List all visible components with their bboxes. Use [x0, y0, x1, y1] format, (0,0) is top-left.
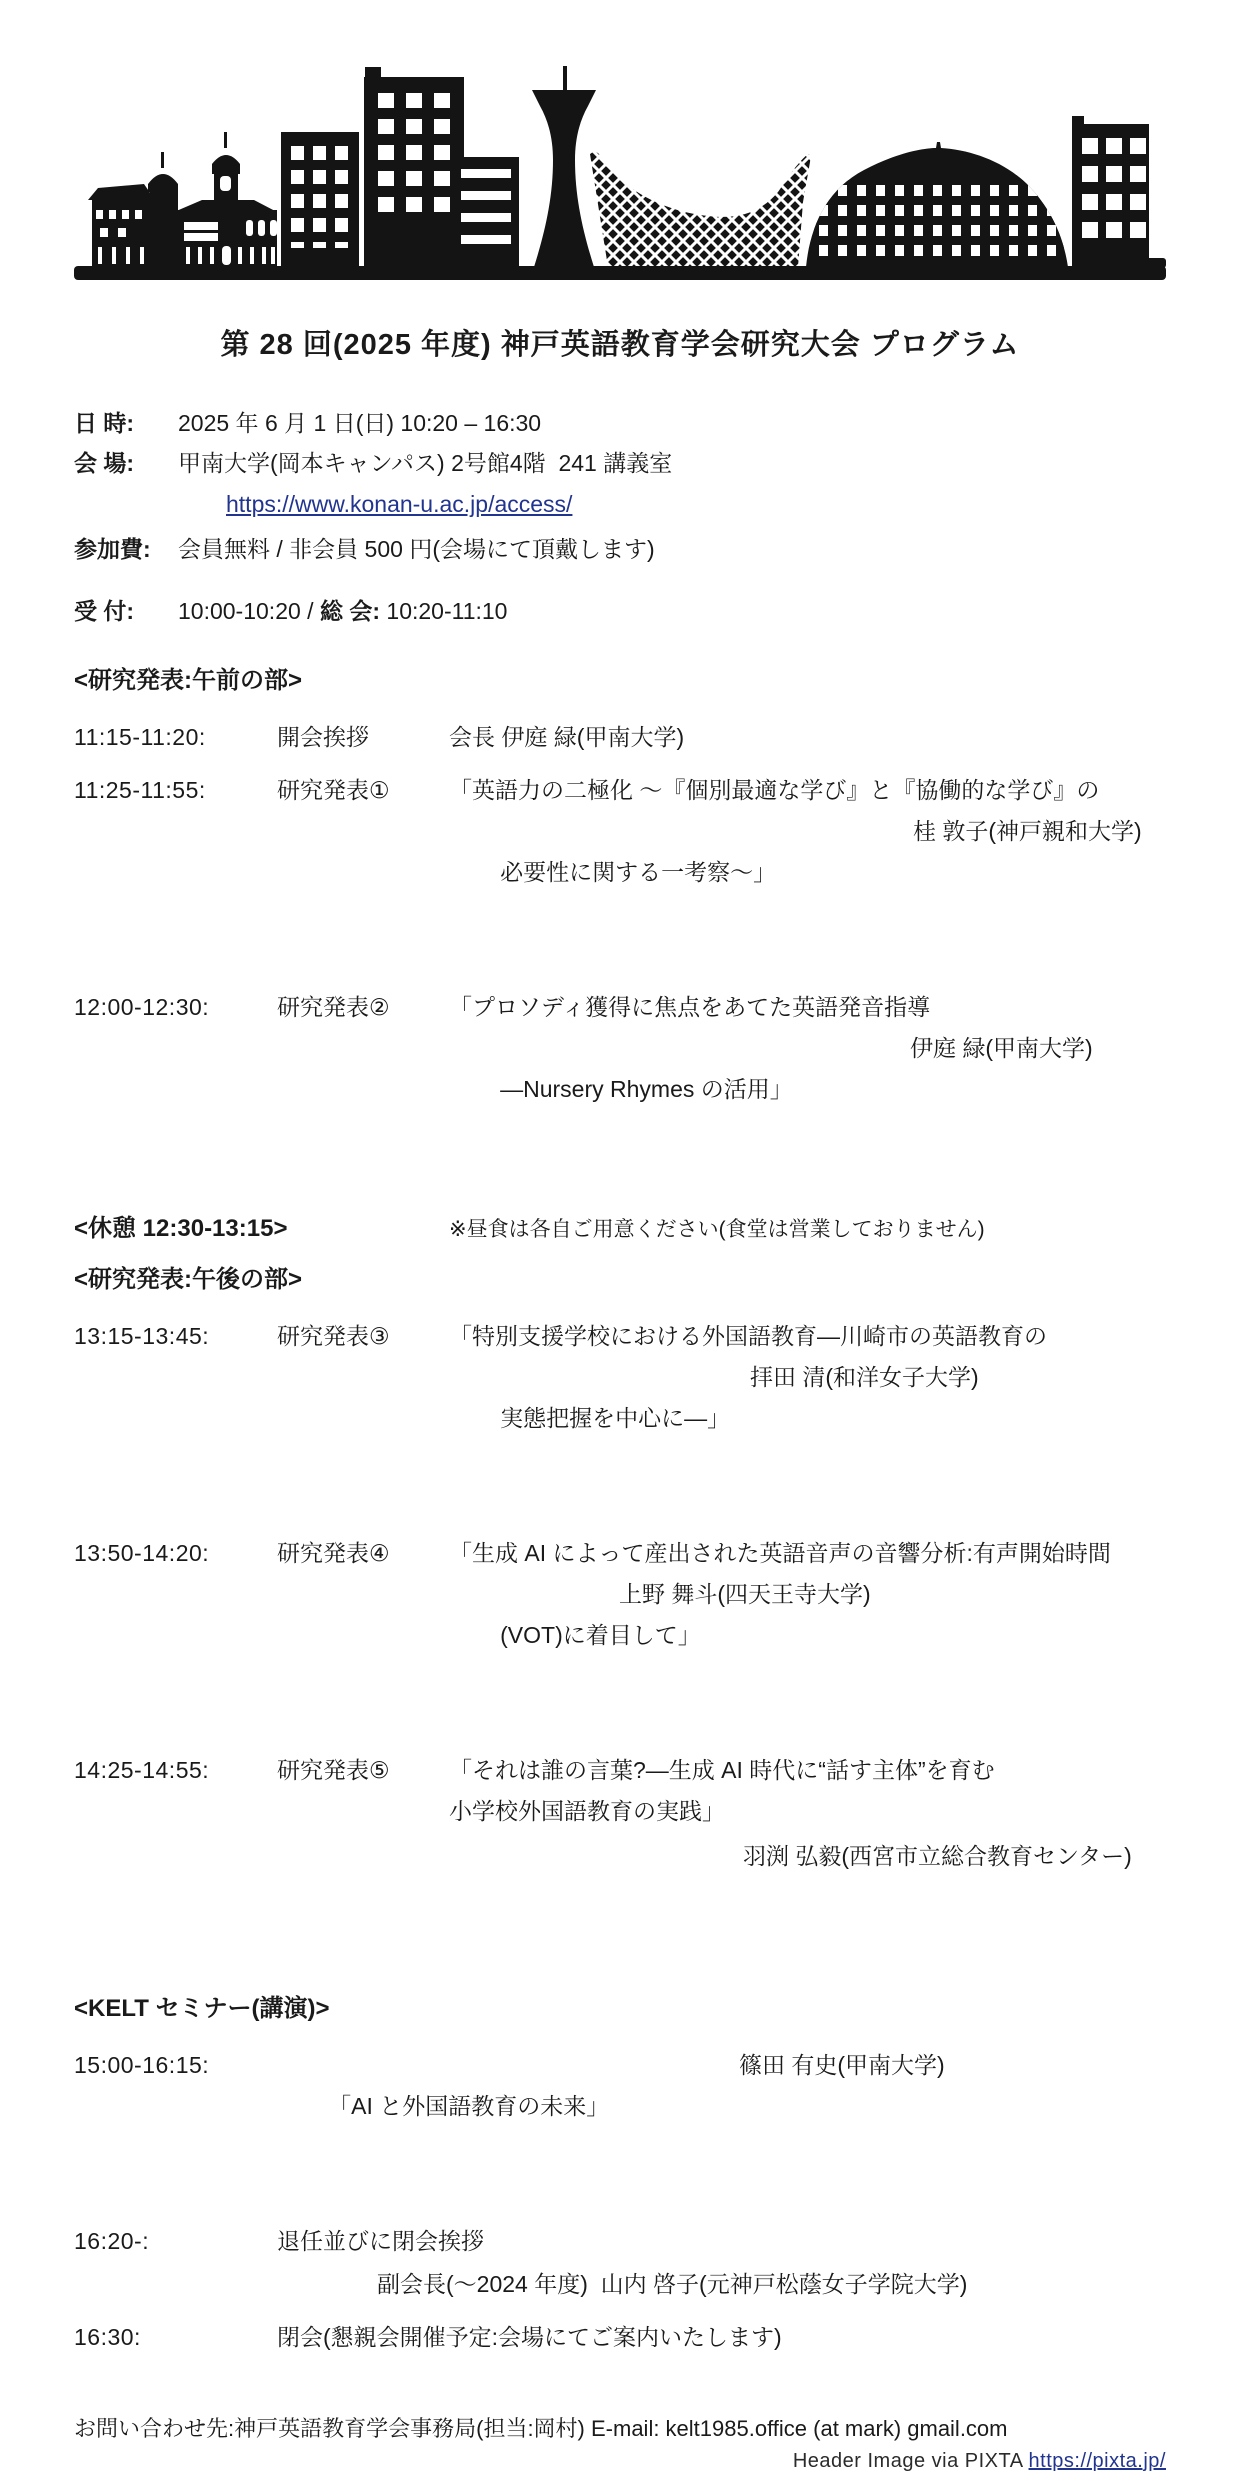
dome-building-silhouette [806, 142, 1068, 267]
ground-bar [74, 266, 1166, 280]
break-row [74, 1208, 1166, 1250]
date-line [74, 403, 1166, 443]
right-building-silhouette [1072, 116, 1166, 270]
assembly-label: 総 会: [319, 598, 381, 624]
schedule-row-presentation-5 [74, 1750, 1166, 1959]
presentation-title-line1: 「英語力の二極化 ～『個別最適な学び』と『協働的な学び』の [449, 777, 1100, 803]
schedule-morning [74, 717, 1166, 1192]
presenter-name: 伊庭 緑(甲南大学) [910, 1035, 1093, 1061]
schedule-row-closing [74, 2317, 1166, 2358]
date-label: 日 時: [74, 410, 135, 436]
vice-president-line: 副会長(～2024 年度) 山内 啓子(元神戸松蔭女子学院大学) [377, 2271, 968, 2297]
historic-house-silhouette [88, 132, 277, 270]
afternoon-section-heading: <研究発表:午後の部> [74, 1266, 303, 1293]
schedule-row-presentation-3 [74, 1316, 1166, 1521]
kobe-skyline-illustration [74, 52, 1166, 284]
date-value: 2025 年 6 月 1 日(日) 10:20 – 16:30 [178, 410, 542, 436]
row-label: 開会挨拶 [277, 724, 369, 750]
venue-value: 甲南大学(岡本キャンパス) 2号館4階 241 講義室 [178, 450, 673, 476]
schedule-row-opening [74, 717, 1166, 758]
schedule-row-presentation-4 [74, 1533, 1166, 1738]
presentation-title-line2: ―Nursery Rhymes の活用」 [500, 1076, 793, 1102]
reception-line [74, 591, 1166, 631]
row-time: 16:30: [74, 2324, 141, 2350]
reception-label: 受 付: [74, 598, 135, 624]
row-time: 16:20-: [74, 2228, 150, 2254]
fee-value: 会員無料 / 非会員 500 円(会場にて頂戴します) [178, 536, 655, 562]
row-label: 研究発表④ [277, 1540, 390, 1566]
presentation-title-line1: 「それは誰の言葉?―生成 AI 時代に“話す主体”を育む [449, 1757, 995, 1783]
break-heading: <休憩 12:30-13:15> [74, 1215, 288, 1242]
closing-label: 閉会(懇親会開催予定:会場にてご案内いたします) [277, 2324, 782, 2350]
break-note: ※昼食は各自ご用意ください(食堂は営業しておりません) [449, 1218, 985, 1241]
row-time: 12:00-12:30: [74, 994, 210, 1020]
schedule-row-kelt-talk [74, 2045, 1166, 2209]
tall-building-silhouette [364, 67, 464, 270]
row-label: 研究発表③ [277, 1323, 390, 1349]
presenter-name: 羽渕 弘毅(西宮市立総合教育センター) [743, 1843, 1132, 1869]
assembly-time: 10:20-11:10 [386, 598, 508, 624]
row-time: 11:25-11:55: [74, 777, 206, 803]
row-time: 11:15-11:20: [74, 724, 206, 750]
header-image-credit [74, 2450, 1166, 2473]
row-body: 会長 伊庭 緑(甲南大学) [449, 724, 685, 750]
presenter-name: 桂 敦子(神戸親和大学) [913, 818, 1142, 844]
striped-building-silhouette [461, 157, 519, 270]
schedule-afternoon [74, 1316, 1166, 1959]
venue-label: 会 場: [74, 450, 135, 476]
kelt-section-heading: <KELT セミナー(講演)> [74, 1995, 330, 2022]
reception-value: 10:00-10:20 / [178, 598, 320, 624]
port-tower-silhouette [532, 66, 596, 267]
morning-section-heading: <研究発表:午前の部> [74, 667, 303, 694]
presentation-title-line1: 「生成 AI によって産出された英語音声の音響分析:有声開始時間 [449, 1540, 1111, 1566]
row-time: 14:25-14:55: [74, 1757, 210, 1783]
row-time: 13:15-13:45: [74, 1323, 210, 1349]
presentation-title-line2: (VOT)に着目して」 [500, 1622, 701, 1648]
presentation-title-line2: 必要性に関する一考察～」 [500, 859, 777, 885]
presenter-name: 拝田 清(和洋女子大学) [750, 1364, 979, 1390]
row-label: 研究発表① [277, 777, 390, 803]
event-info [74, 403, 1166, 631]
presenter-name: 篠田 有史(甲南大学) [739, 2052, 945, 2078]
presentation-title-line2: 小学校外国語教育の実践」 [449, 1798, 725, 1824]
fee-line [74, 529, 1166, 569]
closing-remarks-label: 退任並びに閉会挨拶 [277, 2228, 484, 2254]
schedule-row-closing-remarks [74, 2221, 1166, 2262]
row-time: 15:00-16:15: [74, 2052, 210, 2078]
schedule-row-presentation-1 [74, 770, 1166, 975]
schedule-row-presentation-2 [74, 987, 1166, 1192]
row-label: 研究発表⑤ [277, 1757, 390, 1783]
presenter-name: 上野 舞斗(四天王寺大学) [619, 1581, 871, 1607]
page-title: 第 28 回(2025 年度) 神戸英語教育学会研究大会 プログラム [220, 329, 1020, 361]
credit-text: Header Image via PIXTA [792, 2450, 1029, 2472]
contact-line: お問い合わせ先:神戸英語教育学会事務局(担当:岡村) E-mail: kelt1985.office (at mark) gmail.com [74, 2416, 1008, 2441]
midrise-building-silhouette [281, 132, 359, 270]
fee-label: 参加費: [74, 536, 151, 562]
venue-link-line [226, 483, 1166, 525]
kelt-talk-title: 「AI と外国語教育の未来」 [328, 2093, 610, 2119]
presentation-title-line2: 実態把握を中心に―」 [500, 1405, 731, 1431]
schedule-kelt [74, 2045, 1166, 2358]
venue-line [74, 443, 1166, 483]
maritime-museum-sail-silhouette [590, 152, 810, 267]
presentation-title-line1: 「特別支援学校における外国語教育―川崎市の英語教育の [449, 1323, 1047, 1349]
venue-access-link[interactable]: https://www.konan-u.ac.jp/access/ [226, 491, 573, 517]
pixta-link[interactable]: https://pixta.jp/ [1028, 2450, 1166, 2472]
row-time: 13:50-14:20: [74, 1540, 210, 1566]
presentation-title-line1: 「プロソディ獲得に焦点をあてた英語発音指導 [449, 994, 931, 1020]
row-label: 研究発表② [277, 994, 390, 1020]
